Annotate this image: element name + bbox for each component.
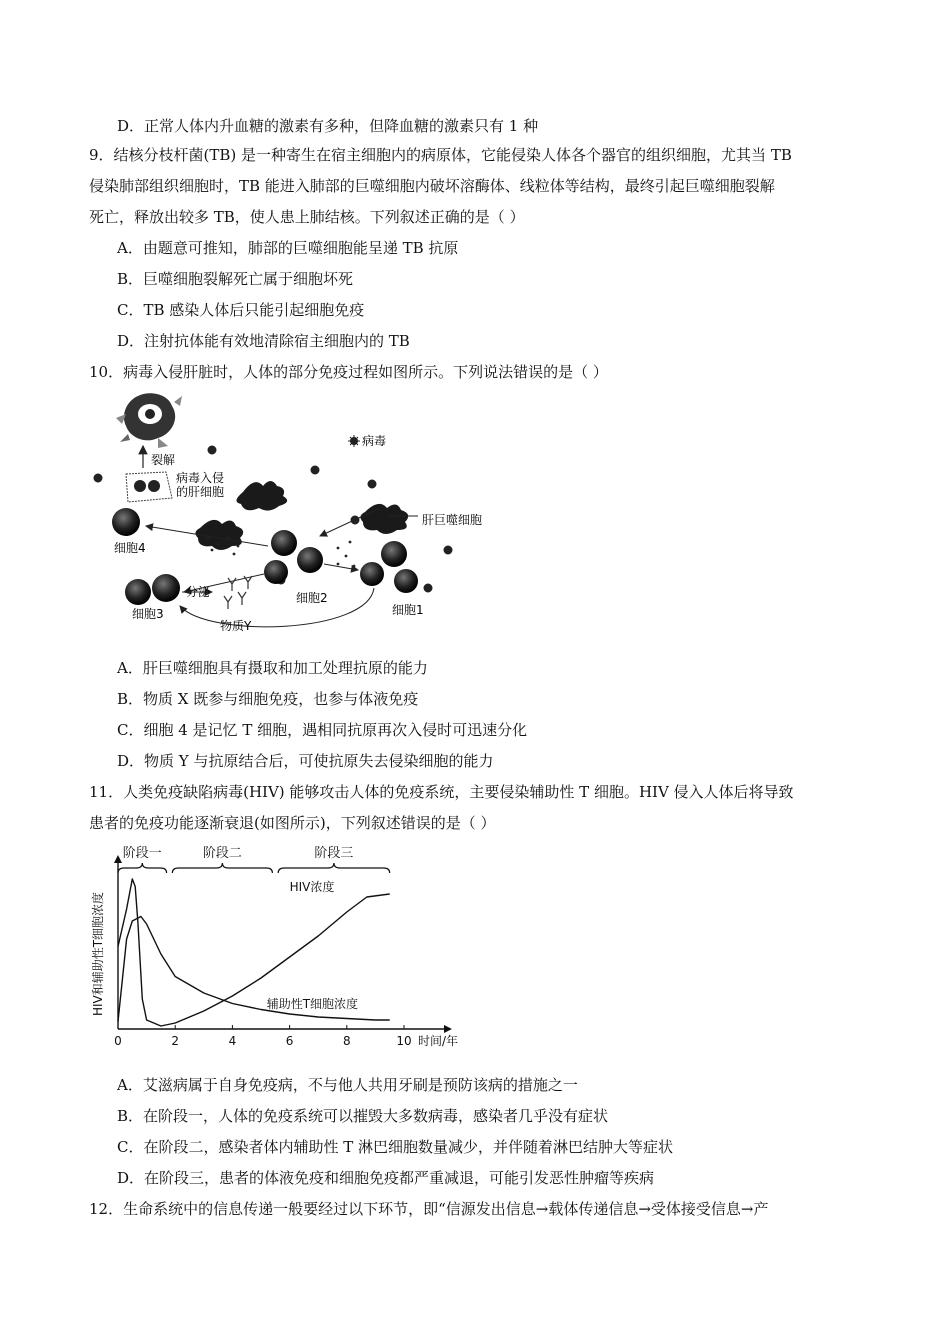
q10-immune-diagram [88,388,508,638]
x-axis-arrow-icon [444,1025,452,1033]
x-tick-label: 2 [171,1034,180,1048]
q10-stem: 10．病毒入侵肝脏时，人体的部分免疫过程如图所示。下列说法错误的是（ ） [89,363,608,381]
q11-option-b: B．在阶段一，人体的免疫系统可以摧毁大多数病毒，感染者几乎没有症状 [117,1107,609,1125]
q11-option-c: C．在阶段二，感染者体内辅助性 T 淋巴细胞数量减少，并伴随着淋巴结肿大等症状 [117,1138,674,1156]
x-tick-label: 0 [114,1034,122,1048]
y-axis-arrow-icon [114,855,122,863]
q9-stem-line3: 死亡，释放出较多 TB，使人患上肺结核。下列叙述正确的是（ ） [89,208,525,226]
x-tick-label: 4 [228,1034,237,1048]
q9-stem-line1: 9．结核分枝杆菌(TB) 是一种寄生在宿主细胞内的病原体，它能侵染人体各个器官的组织细胞，尤其当 TB [89,146,792,164]
series-label-0: HIV浓度 [289,880,335,894]
label-cell1: 细胞1 [392,603,424,617]
series-label-1: 辅助性T细胞浓度 [266,997,359,1011]
stage-brace [118,863,167,873]
stage-label: 阶段二 [202,846,242,861]
label-macrophage: 肝巨噬细胞 [422,513,483,527]
q11-option-a: A．艾滋病属于自身免疫病，不与他人共用牙刷是预防该病的措施之一 [117,1076,578,1094]
stage-label: 阶段三 [314,846,354,861]
q12-stem-line1: 12．生命系统中的信息传递一般要经过以下环节，即“信源发出信息→载体传递信息→受体接受信息→产 [89,1200,769,1218]
q9-option-d: D．注射抗体能有效地清除宿主细胞内的 TB [117,332,410,350]
q11-stem-line2: 患者的免疫功能逐渐衰退(如图所示)，下列叙述错误的是（ ） [89,814,496,832]
q11-hiv-chart [86,843,476,1058]
label-infected-1: 病毒入侵 [176,471,225,485]
stage-brace [172,863,272,873]
label-virus: 病毒 [362,434,387,448]
q10-option-b: B．物质 X 既参与细胞免疫，也参与体液免疫 [117,690,419,708]
q9-option-b: B．巨噬细胞裂解死亡属于细胞坏死 [117,270,354,288]
x-tick-label: 8 [342,1034,351,1048]
x-axis-label: 时间/年 [418,1034,459,1048]
y-axis-label: HIV和辅助性T细胞浓度 [91,891,105,1017]
cell4-icon [112,508,140,536]
virus-legend-icon [348,435,360,447]
label-cell2: 细胞2 [296,591,328,605]
antibody-icon [224,576,252,609]
infected-liver-cell-icon [126,472,172,502]
label-secrete: 分泌 [186,585,211,599]
q10-option-a: A．肝巨噬细胞具有摄取和加工处理抗原的能力 [117,659,428,677]
q10-option-c: C．细胞 4 是记忆 T 细胞，遇相同抗原再次入侵时可迅速分化 [117,721,528,739]
label-substance-y: 物质Y [220,619,252,633]
cell3-icon [125,574,180,605]
stage-brace [278,863,390,873]
label-lysis: 裂解 [151,453,176,467]
cell2-icon [264,530,323,584]
cell1-icon [360,541,418,593]
x-tick-label: 10 [396,1034,412,1048]
q8-option-d: D．正常人体内升血糖的激素有多种，但降血糖的激素只有 1 种 [117,117,539,135]
q9-option-c: C．TB 感染人体后只能引起细胞免疫 [117,301,365,319]
label-cell4: 细胞4 [114,541,146,555]
stage-label: 阶段一 [122,846,162,861]
lysed-cell-icon [116,393,182,448]
q9-stem-line2: 侵染肺部组织细胞时，TB 能进入肺部的巨噬细胞内破坏溶酶体、线粒体等结构，最终引起巨噬细胞裂解 [89,177,775,195]
label-infected-2: 的肝细胞 [176,485,225,499]
q11-option-d: D．在阶段三，患者的体液免疫和细胞免疫都严重减退，可能引发恶性肿瘤等疾病 [117,1169,655,1187]
q10-option-d: D．物质 Y 与抗原结合后，可使抗原失去侵染细胞的能力 [117,752,494,770]
q9-option-a: A．由题意可推知，肺部的巨噬细胞能呈递 TB 抗原 [117,239,459,257]
label-cell3: 细胞3 [132,607,164,621]
x-tick-label: 6 [285,1034,294,1048]
q11-stem-line1: 11．人类免疫缺陷病毒(HIV) 能够攻击人体的免疫系统，主要侵染辅助性 T 细胞。HIV 侵入人体后将导致 [89,783,794,801]
